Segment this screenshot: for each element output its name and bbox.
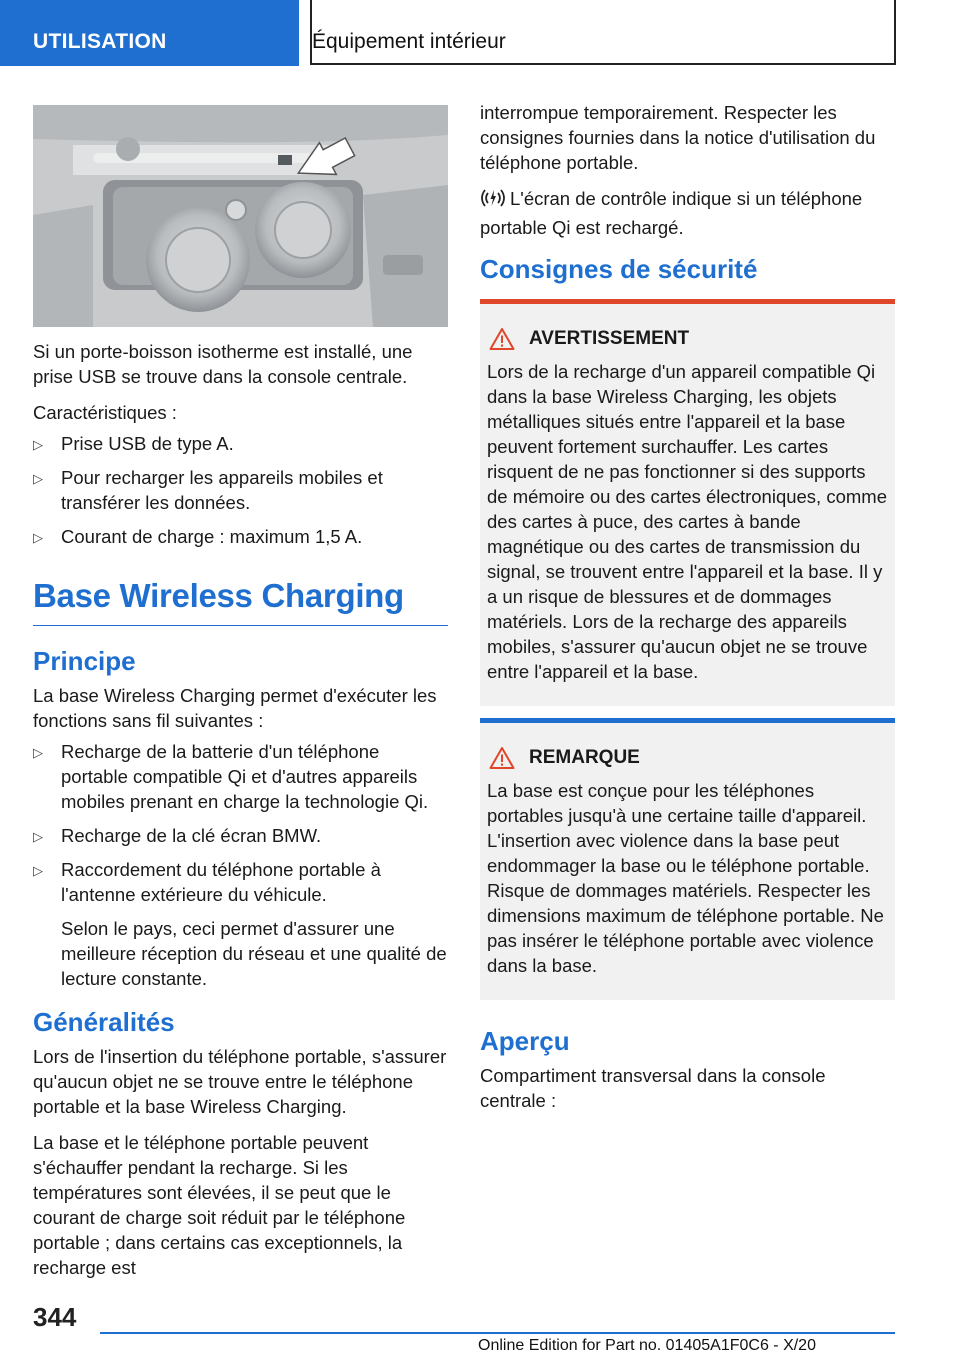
generalites-heading: Généralités [33, 1007, 175, 1037]
page-header [0, 0, 960, 66]
principe-list [33, 739, 448, 991]
usb-intro-text: Si un porte-boisson isotherme est installé, une prise USB se trouve dans la console centrale. [33, 341, 413, 387]
header-underline [310, 63, 896, 65]
section-heading: Base Wireless Charging [33, 577, 448, 626]
charging-indicator-line: L'écran de contrôle indique si un téléphone portable Qi est rechargé. [480, 188, 863, 238]
apercu-text: Compartiment transversal dans la console centrale : [480, 1065, 826, 1111]
warning-text: Lors de la recharge d'un appareil compatible Qi dans la base Wireless Charging, les objets métalliques situés entre l'appareil et la base peuvent fortement surchauffer. Les cartes risquent de ne pas fonctionner si des supports de mémoire ou des cartes électroniques, comme des cartes à puce, des cartes à bande magnétique ou des cartes de transmission du signal, se trouvent entre l'appareil et la base. Il y a un risque de blessures et de dommages matériels. Lors de la recharge des appareils mobiles, s'assurer qu'aucun objet ne se trouve entre l'appareil et la base. [487, 361, 887, 682]
generalites-paragraph: La base et le téléphone portable peuvent s'échauffer pendant la recharge. Si les températures sont élevées, il se peut que le courant de charge soit réduit par le téléphone portable ; dans certains cas exceptionnels, la recharge est [33, 1132, 406, 1278]
features-list [33, 431, 448, 549]
warning-triangle-icon [489, 746, 515, 770]
list-item: ▷ Courant de charge : maximum 1,5 A. [33, 524, 448, 549]
warning-triangle-icon [489, 327, 515, 351]
list-item: ▷ Recharge de la batterie d'un téléphone portable compatible Qi et d'autres appareils mobiles prenant en charge la technologie Qi. [33, 741, 429, 812]
page-number: 344 [33, 1302, 77, 1332]
list-item-subtext: Selon le pays, ceci permet d'assurer une meilleure réception du réseau et une qualité de lecture constante. [61, 918, 447, 989]
features-label: Caractéristiques : [33, 402, 177, 423]
list-item: ▷ Pour recharger les appareils mobiles et transférer les données. [33, 467, 383, 513]
note-text: La base est conçue pour les téléphones portables jusqu'à une certaine taille d'appareil. L'insertion avec violence dans la base peut endommager la base ou le téléphone portable. Risque de dommages matériels. Respecter les dimensions maximum de téléphone portable. Ne pas insérer le téléphone portable avec violence dans la base. [487, 780, 884, 976]
triangle-right-icon: ▷ [33, 471, 43, 486]
chapter-title: Équipement intérieur [312, 30, 506, 53]
triangle-right-icon: ▷ [33, 863, 43, 878]
note-box [480, 718, 895, 1000]
continuation-text: interrompue temporairement. Respecter les consignes fournies dans la notice d'utilisation du téléphone portable. [480, 102, 876, 173]
apercu-heading: Aperçu [480, 1026, 570, 1056]
warning-header: AVERTISSEMENT [487, 327, 887, 351]
list-item: ▷ Raccordement du téléphone portable à l'antenne extérieure du véhicule. Selon le pays, ceci permet d'assurer une meilleure réception du réseau et une qualité de lecture constante. [33, 859, 447, 989]
header-divider-right [894, 0, 896, 64]
footer-rule [100, 1332, 895, 1334]
triangle-right-icon: ▷ [33, 829, 43, 844]
list-item: ▷ Recharge de la clé écran BMW. [33, 823, 448, 848]
wireless-charging-icon [480, 187, 510, 215]
left-column [33, 105, 448, 1291]
center-console-figure [33, 105, 448, 327]
principe-heading: Principe [33, 646, 136, 676]
triangle-right-icon: ▷ [33, 437, 43, 452]
triangle-right-icon: ▷ [33, 745, 43, 760]
edition-footer: Online Edition for Part no. 01405A1F0C6 - X/20 [478, 1337, 816, 1354]
list-item: ▷ Prise USB de type A. [33, 431, 448, 456]
principe-text: La base Wireless Charging permet d'exécuter les fonctions sans fil suivantes : [33, 685, 437, 731]
generalites-paragraph: Lors de l'insertion du téléphone portable, s'assurer qu'aucun objet ne se trouve entre le téléphone portable et la base Wireless Charging. [33, 1046, 447, 1117]
safety-heading: Consignes de sécurité [480, 254, 758, 284]
section-tab: UTILISATION [0, 0, 299, 66]
triangle-right-icon: ▷ [33, 530, 43, 545]
warning-box [480, 299, 895, 706]
right-column [480, 100, 895, 1124]
note-header: REMARQUE [487, 746, 887, 770]
console-illustration [33, 105, 448, 327]
